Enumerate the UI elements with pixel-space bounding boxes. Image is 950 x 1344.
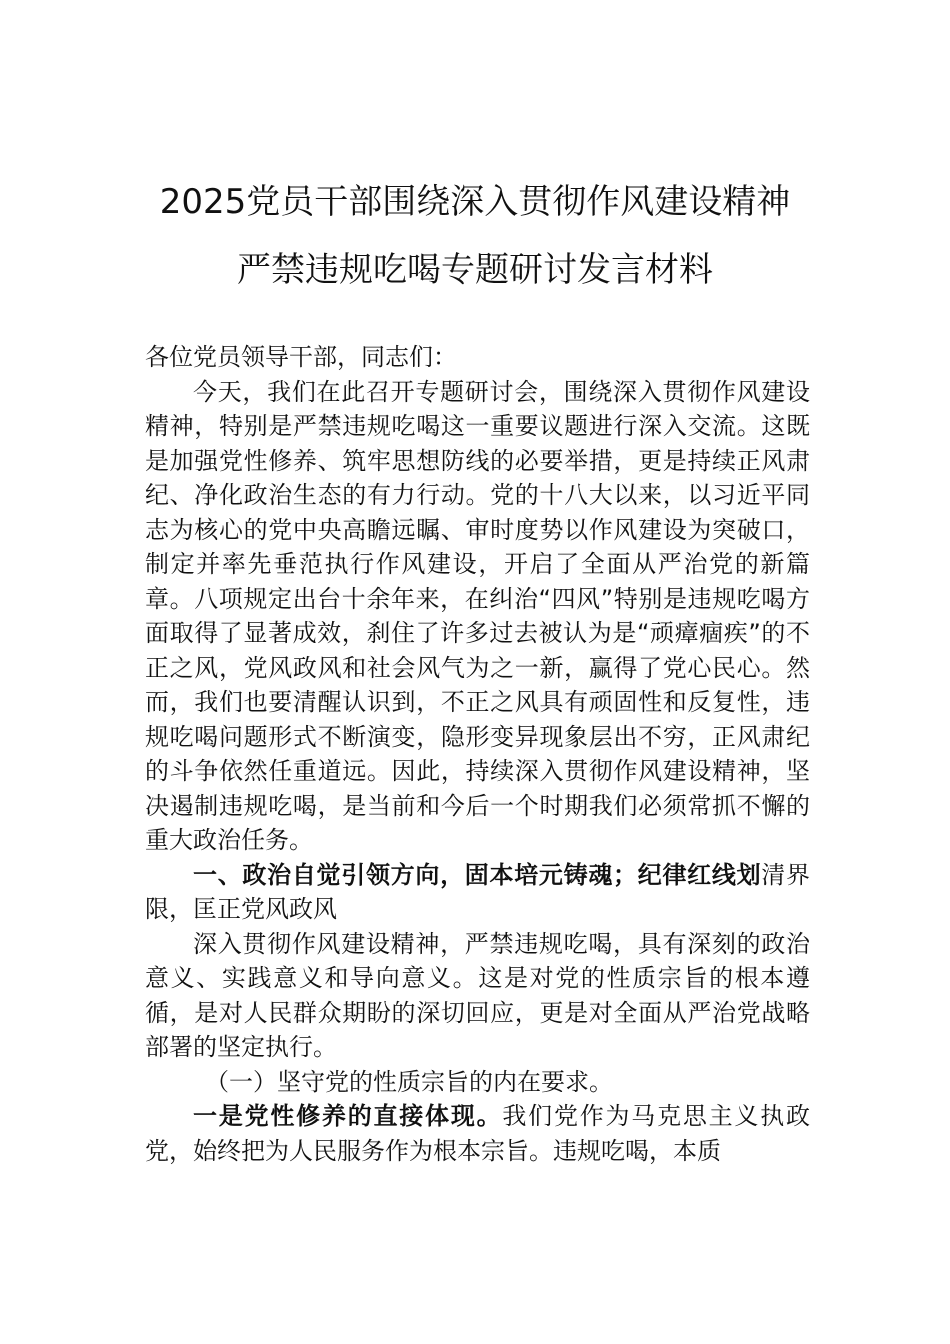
salutation: 各位党员领导干部，同志们： [145,343,457,371]
paragraph-intro: 今天，我们在此召开专题研讨会，围绕深入贯彻作风建设精神，特别是严禁违规吃喝这一重要议题进行深入交流。这既是加强党性修养、筑牢思想防线的必要举措，更是持续正风肃纪、净化政治生态的有力行动。党的十八大以来，以习近平同志为核心的党中央高瞻远瞩、审时度势以作风建设为突破口，制定并率先垂范执行作风建设，开启了全面从严治党的新篇章。八项规定出台十余年来，在纠治“四风”特别是违规吃喝方面取得了显著成效，刹住了许多过去被认为是“顽瘴痼疾”的不正之风，党风政风和社会风气为之一新，赢得了党心民心。然而，我们也要清醒认识到，不正之风具有顽固性和反复性，违规吃喝问题形式不断演变，隐形变异现象层出不穷，正风肃纪的斗争依然任重道远。因此，持续深入贯彻作风建设精神，坚决遏制违规吃喝，是当前和今后一个时期我们必须常抓不懈的重大政治任务。 [145,377,810,854]
paragraph-point-1 [145,1099,810,1168]
document-title-line-1: 2025党员干部围绕深入贯彻作风建设精神 [159,182,791,222]
document-body [145,340,810,1168]
paragraph-section-1: 深入贯彻作风建设精神，严禁违规吃喝，具有深刻的政治意义、实践意义和导向意义。这是对党的性质宗旨的根本遵循，是对人民群众期盼的深切回应，更是对全面从严治党战略部署的坚定执行。 [145,929,810,1061]
section-heading-1-rest: 清界限，匡正党风政风 [145,860,811,923]
section-heading-1 [145,858,810,927]
section-heading-1-bold: 一、政治自觉引领方向，固本培元铸魂；纪律红线划 [193,860,762,889]
point-1-lead: 一是党性修养的直接体现。 [193,1102,503,1130]
subheading-1: （一）坚守党的性质宗旨的内在要求。 [205,1067,613,1096]
document-title-line-2: 严禁违规吃喝专题研讨发言材料 [237,250,713,290]
point-1-text: 我们党作为马克思主义执政党，始终把为人民服务作为根本宗旨。违规吃喝，本质 [145,1102,810,1165]
